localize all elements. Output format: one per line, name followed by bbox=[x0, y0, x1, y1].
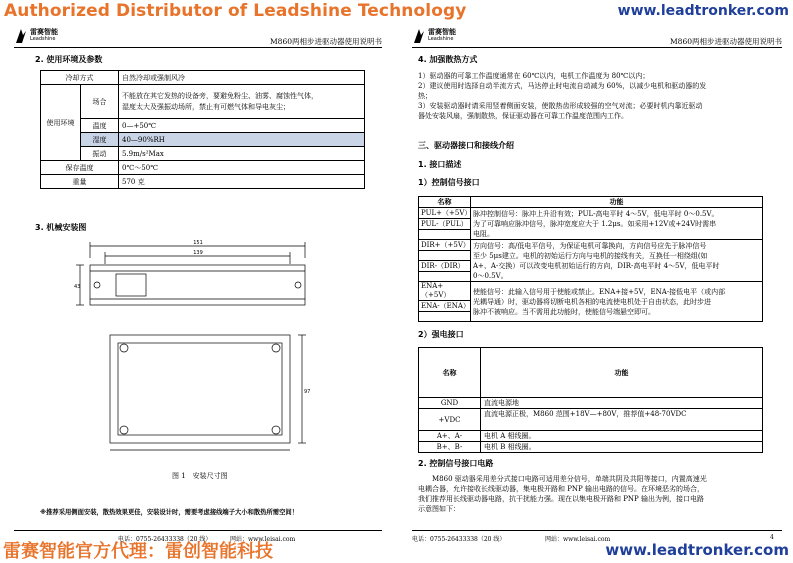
env-label: 使用环境 bbox=[41, 85, 81, 161]
storage-label: 保存温度 bbox=[41, 161, 119, 175]
page-number: 4 bbox=[770, 534, 774, 541]
left-page-header bbox=[14, 27, 382, 48]
pw-name: B+、B- bbox=[419, 442, 481, 453]
heat-paragraph: 1）驱动器的可靠工作温度通常在 60℃以内，电机工作温度为 80℃以内； 2）建议使用时选择自动半流方式，马达停止时电流自动减为 60%，以减少电机和驱动器的发 热； 3）安装驱动器时请采用竖着侧面安装，使散热齿形成较强的空气对流；必要时机内靠近驱动 器处安装风扇，强制散热，保证驱动器在可靠工作温度范围内工作。 bbox=[418, 72, 707, 120]
sig-name: DIR+（+5V） bbox=[419, 240, 471, 251]
circuit-section-title: 2. 控制信号接口电路 bbox=[418, 459, 494, 468]
website-watermark-bottom[interactable]: www.leadtronker.com bbox=[605, 541, 789, 559]
vibration-label: 振动 bbox=[81, 147, 119, 161]
right-footer-phone: 电话：0755-26433338（20 线） bbox=[412, 536, 506, 543]
pw-header-name: 名称 bbox=[419, 348, 481, 398]
control-signal-title: 1）控制信号接口 bbox=[418, 178, 480, 187]
section-2-title: 2. 使用环境及参数 bbox=[35, 55, 103, 64]
install-note: ※推荐采用侧面安装，散热效果更佳，安装设计时，需要考虑接线端子大小和散热所需空间！ bbox=[40, 509, 298, 516]
environment-table bbox=[40, 70, 365, 189]
sig-name: PUL+（+5V） bbox=[419, 208, 471, 219]
sig-name: DIR-（DIR） bbox=[419, 261, 471, 272]
leadshine-logo-right: 雷赛智能 Leadshine bbox=[412, 27, 464, 47]
right-page-header bbox=[412, 27, 782, 48]
doc-title: M860两相步进驱动器使用说明书 bbox=[270, 37, 382, 46]
sig-name: PUL-（PUL） bbox=[419, 219, 471, 230]
left-footer-web: 网站：www.leisai.com bbox=[230, 536, 296, 543]
power-interface-title: 2）强电接口 bbox=[418, 330, 464, 339]
dim-151: 151 bbox=[193, 240, 203, 246]
left-footer-phone: 电话：0755-26433338（20 线） bbox=[118, 536, 212, 543]
temp-value: 0—+50℃ bbox=[119, 119, 365, 133]
section-main-title: 三、驱动器接口和接线介绍 bbox=[418, 141, 514, 150]
pw-name: GND bbox=[419, 398, 481, 409]
place-value-2: 湿度太大及强振动场所，禁止有可燃气体和导电灰尘； bbox=[122, 102, 290, 111]
right-footer-web: 网站：www.leisai.com bbox=[545, 536, 611, 543]
temp-label: 温度 bbox=[81, 119, 119, 133]
storage-value: 0℃～50℃ bbox=[119, 161, 365, 175]
pw-name: +VDC bbox=[419, 409, 481, 431]
power-interface-table bbox=[418, 347, 763, 453]
sig-header-func: 功能 bbox=[471, 197, 763, 208]
agent-watermark: 雷赛智能官方代理：雷创智能科技 bbox=[3, 541, 273, 562]
dim-139: 139 bbox=[193, 250, 203, 256]
place-value-1: 不能放在其它发热的设备旁，要避免粉尘、油雾、腐蚀性气体， bbox=[122, 91, 318, 100]
place-label: 场合 bbox=[81, 85, 119, 119]
pw-header-func: 功能 bbox=[481, 348, 763, 398]
distributor-watermark: Authorized Distributor of Leadshine Technology bbox=[4, 1, 467, 21]
section-4-title: 4. 加强散热方式 bbox=[418, 55, 478, 64]
weight-label: 重量 bbox=[41, 175, 119, 189]
figure-caption: 图 1 安装尺寸图 bbox=[172, 472, 228, 480]
vibration-value: 5.9m/s²Max bbox=[119, 147, 365, 161]
leadshine-logo: 雷赛智能 Leadshine bbox=[14, 27, 66, 47]
cooling-label: 冷却方式 bbox=[41, 71, 119, 85]
circuit-paragraph: M860 驱动器采用差分式接口电路可适用差分信号，单端共阴及共阳等接口，内置高速光 电耦合器，允许接收长线驱动器，集电极开路和 PNP 输出电路的信号。在环境恶劣的场合， 我们推荐用长线驱动器电路，抗干扰能力强。现在以集电极开路和 PNP 输出为例，接口电路 示意图如下： bbox=[418, 475, 707, 513]
cooling-value: 自然冷却或强制风冷 bbox=[119, 71, 365, 85]
dim-97: 97 bbox=[304, 389, 310, 395]
website-watermark-top[interactable]: www.leadtronker.com bbox=[617, 3, 789, 19]
pw-func: 电机 A 相线圈。 bbox=[481, 431, 763, 442]
sig-header-name: 名称 bbox=[419, 197, 471, 208]
section-3-title: 3. 机械安装图 bbox=[35, 223, 87, 232]
pw-func: 电机 B 相线圈。 bbox=[481, 442, 763, 453]
pw-func: 直流电源正极，M860 范围+18V—+80V，推荐值+48-70VDC bbox=[481, 409, 763, 431]
dim-43: 43 bbox=[74, 284, 81, 290]
humidity-value: 40—90%RH bbox=[119, 133, 365, 147]
sig-name: ENA+（+5V） bbox=[419, 282, 471, 301]
pw-func: 直流电源地 bbox=[481, 398, 763, 409]
control-signal-table: 名称 功能 PUL+（+5V） 脉冲控制信号：脉冲上升沿有效；PUL-高电平时 4～5V，低电平时 0～0.5V。 为了可靠响应脉冲信号，脉冲宽度应大于 1.2μs。如采用+12V或+24V时需串 电阻。 PUL-（PUL） DIR+（+5V） 方向信号：高/低电平信号，为保证电机可靠换向，方向信号应先于脉冲信号 至少 5μs建立。电机的初始运行方向与电机的接线有关，互换任一相绕组(如 A+、A-交换）可以改变电机初始运行的方向，DIR-高电平时 4～5V，低电平时 0～0.5V。 DIR-（DIR） ENA+（+5V） 使能信号：此输入信号用于使能或禁止。ENA+接+5V，ENA-接低电平（或内部 光耦导通）时，驱动器将切断电机各相的电流使电机处于自由状态，此时步进 脉冲不被响应。当不需用此功能时，使能信号端悬空即可。 ENA-（ENA） bbox=[418, 196, 763, 322]
doc-title-right: M860两相步进驱动器使用说明书 bbox=[670, 37, 782, 46]
mechanical-drawing bbox=[70, 238, 310, 463]
sig-name: ENA-（ENA） bbox=[419, 301, 471, 312]
weight-value: 570 克 bbox=[119, 175, 365, 189]
interface-desc-title: 1. 接口描述 bbox=[418, 160, 462, 169]
humidity-label: 湿度 bbox=[81, 133, 119, 147]
pw-name: A+、A- bbox=[419, 431, 481, 442]
